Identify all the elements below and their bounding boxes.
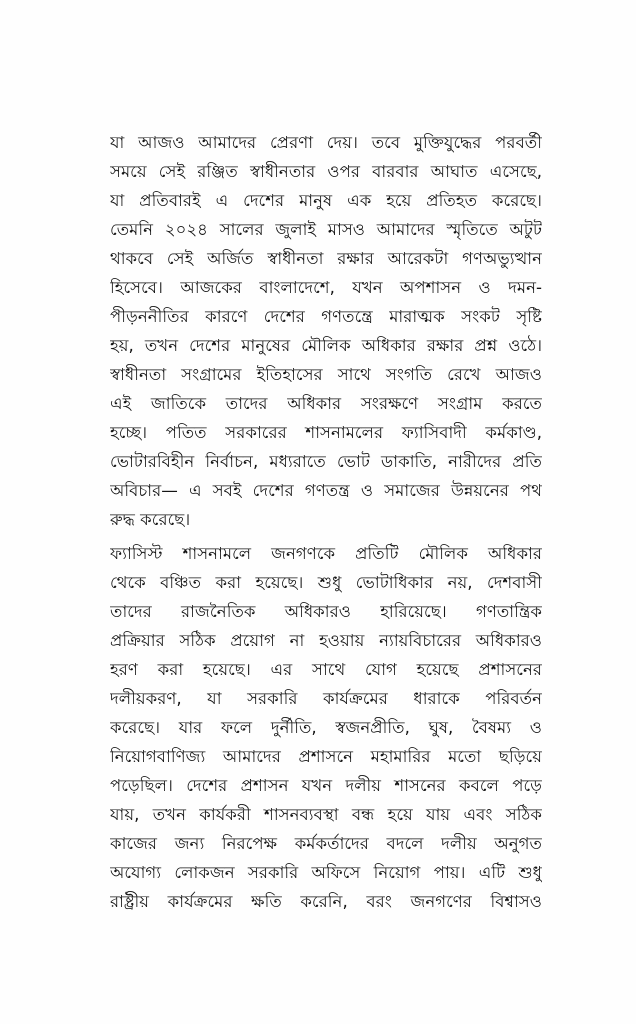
- paragraph-line: ভোটারবিহীন নির্বাচন, মধ্যরাতে ভোট ডাকাতি, নারীদের প্রতি: [110, 452, 542, 471]
- paragraph-line: নিয়োগবাণিজ্য আমাদের প্রশাসনে মহামারির মতো ছড়িয়ে: [110, 747, 542, 766]
- paragraph-line: ফ্যাসিস্ট শাসনামলে জনগণকে প্রতিটি মৌলিক অধিকার: [110, 544, 542, 563]
- paragraph-line: প্রক্রিয়ার সঠিক প্রয়োগ না হওয়ায় ন্যায়বিচারের অধিকারও: [110, 631, 542, 650]
- paragraph-line: কাজের জন্য নিরপেক্ষ কর্মকর্তাদের বদলে দলীয় অনুগত: [110, 834, 542, 853]
- paragraph-line: যা প্রতিবারই এ দেশের মানুষ এক হয়ে প্রতিহত করেছে।: [110, 191, 542, 210]
- paragraph-line: সময়ে সেই রঞ্জিত স্বাধীনতার ওপর বারবার আঘাত এসেছে,: [110, 162, 542, 181]
- paragraph-line: হরণ করা হয়েছে। এর সাথে যোগ হয়েছে প্রশাসনের: [110, 660, 542, 679]
- paragraph-line: হচ্ছে। পতিত সরকারের শাসনামলের ফ্যাসিবাদী কর্মকাণ্ড,: [110, 423, 542, 442]
- paragraph-line: পড়েছিল। দেশের প্রশাসন যখন দলীয় শাসনের কবলে পড়ে: [110, 776, 542, 795]
- paragraph-line: থাকবে সেই অর্জিত স্বাধীনতা রক্ষার আরেকটা গণঅভ্যুত্থান: [110, 249, 542, 268]
- paragraph-line: হিসেবে। আজকের বাংলাদেশে, যখন অপশাসন ও দমন-: [110, 278, 542, 297]
- paragraph-line: রাষ্ট্রীয় কার্যক্রমের ক্ষতি করেনি, বরং জনগণের বিশ্বাসও: [110, 892, 542, 911]
- paragraph-line: তাদের রাজনৈতিক অধিকারও হারিয়েছে। গণতান্ত্রিক: [110, 602, 542, 621]
- paragraph-line: স্বাধীনতা সংগ্রামের ইতিহাসের সাথে সংগতি রেখে আজও: [110, 365, 542, 384]
- paragraph-line: এই জাতিকে তাদের অধিকার সংরক্ষণে সংগ্রাম করতে: [110, 394, 542, 413]
- paragraph-line: থেকে বঞ্চিত করা হয়েছে। শুধু ভোটাধিকার নয়, দেশবাসী: [110, 573, 542, 592]
- paragraph-line: যা আজও আমাদের প্রেরণা দেয়। তবে মুক্তিযুদ্ধের পরবর্তী: [110, 133, 542, 152]
- paragraph-line: দলীয়করণ, যা সরকারি কার্যক্রমের ধারাকে পরিবর্তন: [110, 689, 542, 708]
- paragraph-line: অবিচার— এ সবই দেশের গণতন্ত্র ও সমাজের উন্নয়নের পথ: [110, 481, 542, 500]
- paragraph-line: হয়, তখন দেশের মানুষের মৌলিক অধিকার রক্ষার প্রশ্ন ওঠে।: [110, 336, 542, 355]
- paragraph-line: অযোগ্য লোকজন সরকারি অফিসে নিয়োগ পায়। এটি শুধু: [110, 863, 542, 882]
- paragraph-line: যায়, তখন কার্যকরী শাসনব্যবস্থা বন্ধ হয়ে যায় এবং সঠিক: [110, 805, 542, 824]
- paragraph-line: করেছে। যার ফলে দুর্নীতি, স্বজনপ্রীতি, ঘুষ, বৈষম্য ও: [110, 718, 542, 737]
- paragraph-line: তেমনি ২০২৪ সালের জুলাই মাসও আমাদের স্মৃতিতে অটুট: [110, 220, 542, 239]
- paragraph-line: রুদ্ধ করেছে।: [110, 510, 191, 529]
- paragraph-line: পীড়ননীতির কারণে দেশের গণতন্ত্রে মারাত্মক সংকট সৃষ্টি: [110, 307, 542, 326]
